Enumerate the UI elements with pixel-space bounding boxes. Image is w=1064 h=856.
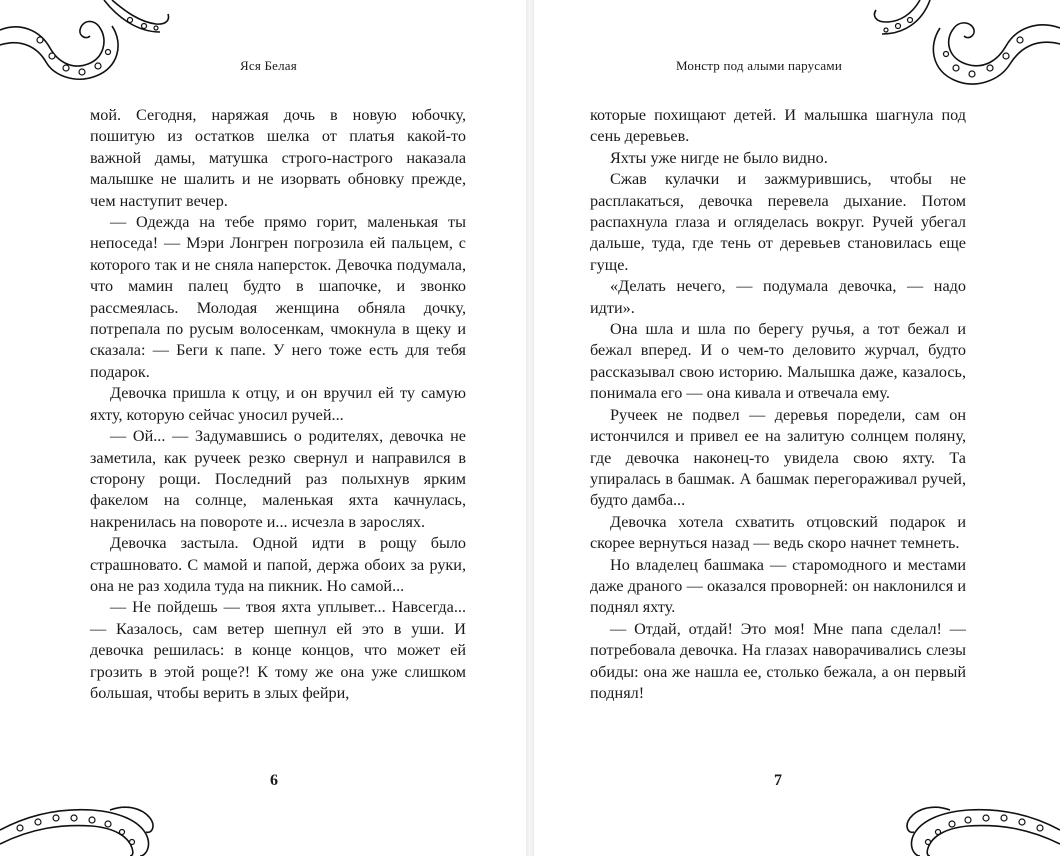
- tentacle-ornament-bottom-right: [890, 770, 1060, 856]
- tentacle-ornament-bottom-left: [0, 770, 170, 856]
- paragraph: Сжав кулачки и зажмурившись, чтобы не расплакаться, девочка перевела дыхание. Потом распахнула глаза и огляделась вокруг. Ручей убегал дальше, туда, где тень от деревьев становилась еще гуще.: [590, 170, 966, 274]
- paragraph: Яхты уже нигде не было видно.: [610, 148, 828, 167]
- right-page: [534, 0, 1060, 856]
- tentacle-ornament-top-right: [860, 0, 1060, 105]
- paragraph: Девочка пришла к отцу, и он вручил ей ту самую яхту, которую сейчас уносил ручей...: [90, 384, 466, 424]
- paragraph: — Одежда на тебе прямо горит, маленькая ты непоседа! — Мэри Лонгрен погрозила ей пальцем, с которого так и не сняла наперсток. Девочка подумала, что мамин палец будто в шапочке, и звонко рассмеялась. Молодая женщина обняла дочку, потрепала по русым волосенкам, чмокнула в щеку и сказала: — Беги к папе. У него тоже есть для тебя подарок.: [90, 213, 466, 381]
- paragraph: Ручеек не подвел — деревья поредели, сам он истончился и привел ее на залитую солнцем поляну, где девочка наконец-то увидела свою яхту. Та упиралась в башмак. А башмак перегораживал ручей, будто дамба...: [590, 405, 966, 510]
- book-gutter: [526, 0, 534, 856]
- paragraph: — Ой... — Задумавшись о родителях, девочка не заметила, как ручеек резко свернул и направился в сторону рощи. Последний раз полыхнув ярким факелом на солнце, маленькая яхта качнулась, накренилась на повороте и... исчезла в зарослях.: [90, 427, 466, 531]
- page-number: 7: [774, 772, 782, 789]
- paragraph: Девочка хотела схватить отцовский подарок и скорее вернуться назад — ведь скоро начнет темнеть.: [590, 512, 966, 553]
- paragraph: — Отдай, отдай! Это моя! Мне папа сделал! — потребовала девочка. На глазах наворачивались слезы обиды: она же нашла ее, столько бежала, а он первый поднял!: [590, 619, 966, 702]
- paragraph: Но владелец башмака — старомодного и местами даже драного — оказался проворней: он наклонился и поднял яхту.: [590, 555, 966, 617]
- running-header: Яся Белая: [240, 58, 297, 73]
- paragraph: которые похищают детей. И малышка шагнула под сень деревьев.: [590, 106, 966, 146]
- paragraph: — Не пойдешь — твоя яхта уплывет... Навсегда... — Казалось, сам ветер шепнул ей это в уши. И девочка решилась: в конце концов, что может ей грозить в этой роще?! К тому же она уже слишком большая, чтобы верить в злых фейри,: [90, 598, 466, 702]
- paragraph: «Делать нечего, — подумала девочка, — надо идти».: [590, 277, 966, 317]
- paragraph: Девочка застыла. Одной идти в рощу было страшновато. С мамой и папой, держа обоих за руки, она не раз ходила туда на пикник. Но самой...: [90, 534, 466, 595]
- left-page: [0, 0, 526, 856]
- running-header: Монстр под алыми парусами: [676, 58, 842, 73]
- body-text: [590, 105, 966, 704]
- paragraph: мой. Сегодня, наряжая дочь в новую юбочку, пошитую из остатков шелка от платья какой-то важной дамы, матушка строго-настрого наказала малышке не шалить и не изорвать обновку прежде, чем наступит вечер.: [90, 106, 466, 210]
- paragraph: Она шла и шла по берегу ручья, а тот бежал и бежал вперед. И о чем-то деловито журчал, будто рассказывал свою историю. Малышка даже, казалось, понимала его — она кивала и отвечала ему.: [590, 320, 966, 403]
- body-text: [90, 105, 466, 704]
- page-number: 6: [270, 772, 278, 789]
- tentacle-ornament-top-left: [0, 0, 170, 95]
